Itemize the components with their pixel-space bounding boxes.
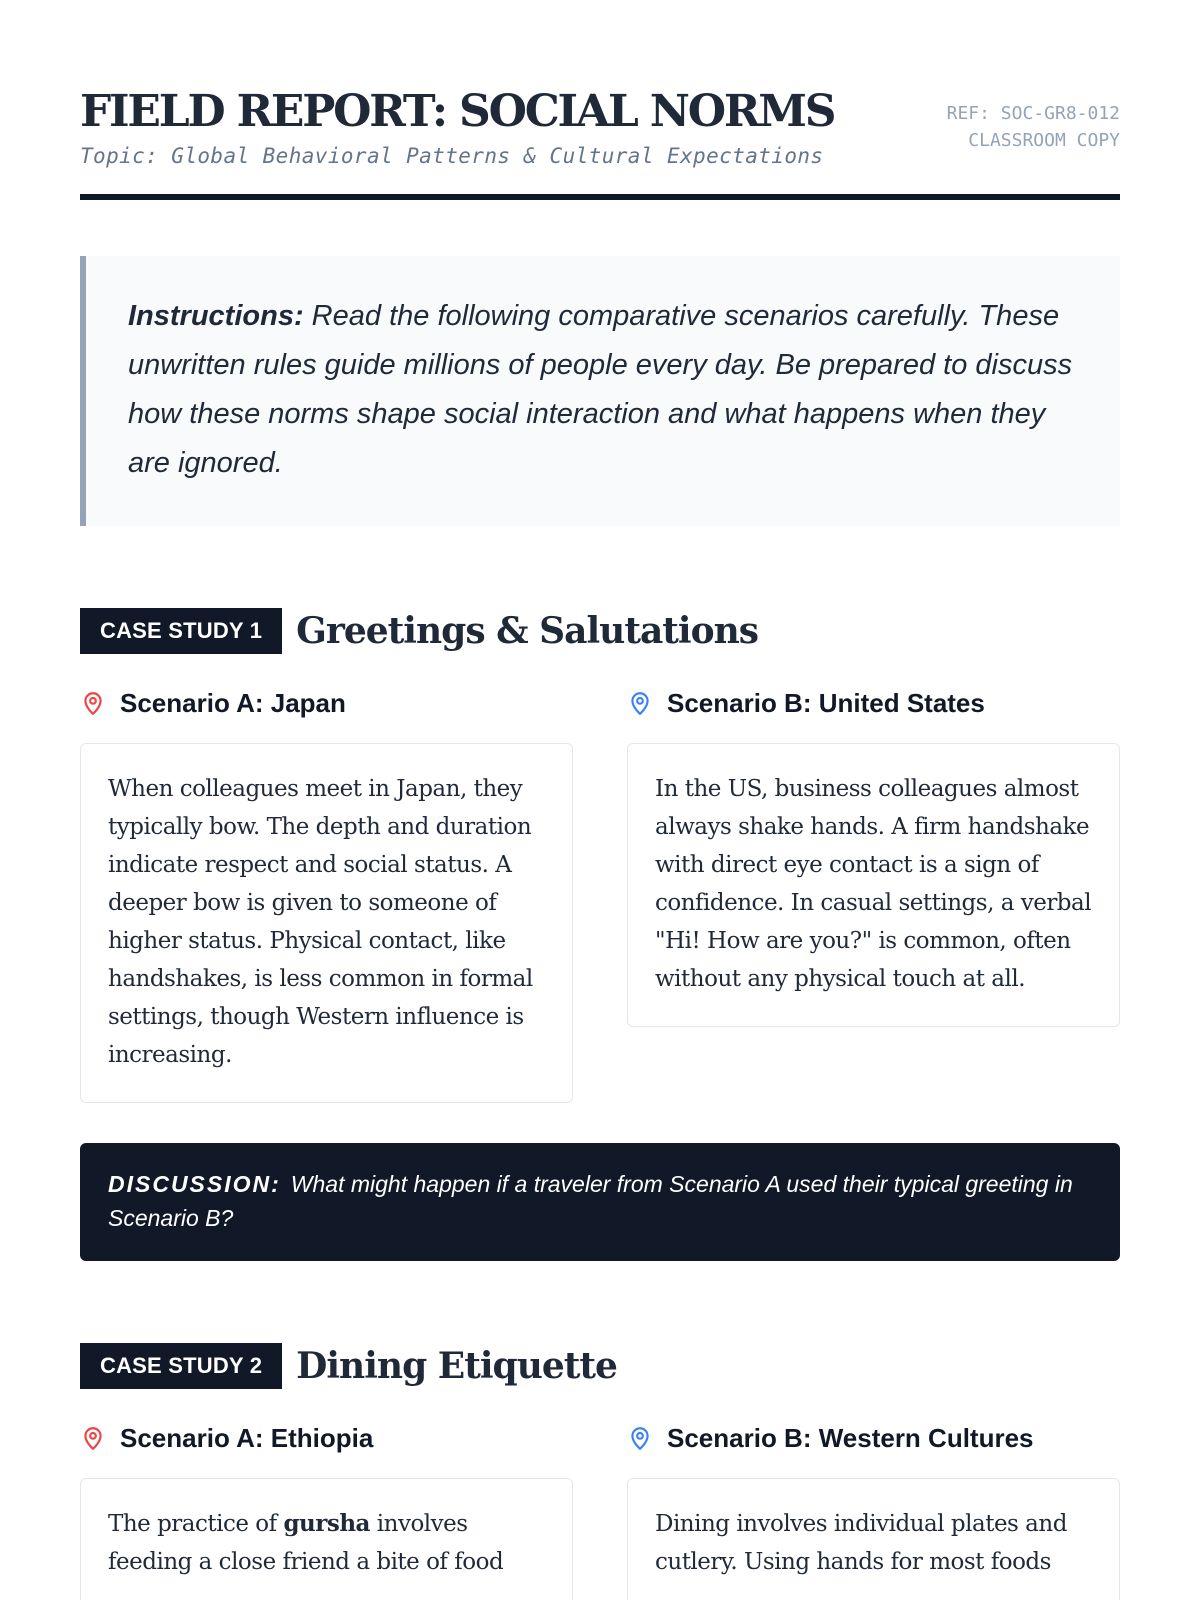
scenario-title: Scenario B: Western Cultures [667, 1422, 1034, 1453]
scenario-text-before: The practice of [108, 1511, 284, 1537]
reference-code: REF: SOC-GR8-012 [946, 103, 1120, 124]
scenario-text: Dining involves individual plates and cutlery. Using hands for most foods [655, 1511, 1067, 1575]
report-header [80, 84, 1120, 200]
case-study-1 [80, 608, 1120, 1261]
discussion-label: DISCUSSION: [108, 1171, 281, 1197]
scenario-b [627, 688, 1120, 1027]
instructions-label: Instructions: [128, 300, 304, 332]
case-badge: CASE STUDY 1 [80, 608, 282, 654]
map-pin-icon [627, 690, 653, 716]
scenario-text: When colleagues meet in Japan, they typically bow. The depth and duration indicate respect and social status. A deeper bow is given to someone of higher status. Physical contact, like handshakes, is less common in formal settings, though Western influence is increasing. [108, 776, 533, 1068]
scenario-card [627, 743, 1120, 1027]
discussion-box [80, 1143, 1120, 1261]
case-heading [80, 1343, 1120, 1389]
case-title: Greetings & Salutations [296, 610, 759, 652]
discussion-text: What might happen if a traveler from Scenario A used their typical greeting in Scenario B? [108, 1171, 1073, 1231]
scenario-columns [80, 1423, 1120, 1600]
page-title: FIELD REPORT: SOCIAL NORMS [80, 86, 835, 137]
scenario-a [80, 1423, 573, 1600]
scenario-title: Scenario B: United States [667, 687, 985, 718]
map-pin-icon [627, 1425, 653, 1451]
scenario-term: gursha [283, 1510, 370, 1537]
map-pin-icon [80, 690, 106, 716]
case-heading [80, 608, 1120, 654]
case-study-2 [80, 1343, 1120, 1600]
copy-label: CLASSROOM COPY [968, 130, 1120, 151]
scenario-card [627, 1478, 1120, 1600]
scenario-card [80, 1478, 573, 1600]
scenario-text-after: involves feeding a close friend a bite of food [108, 1511, 504, 1575]
scenario-card [80, 743, 573, 1103]
scenario-heading [80, 1423, 573, 1453]
scenario-a [80, 688, 573, 1103]
scenario-title: Scenario A: Japan [120, 687, 346, 718]
reference-block [947, 84, 1120, 154]
scenario-columns [80, 688, 1120, 1103]
case-badge: CASE STUDY 2 [80, 1343, 282, 1389]
instructions-box [80, 256, 1120, 526]
scenario-heading [627, 1423, 1120, 1453]
scenario-title: Scenario A: Ethiopia [120, 1422, 374, 1453]
instructions-text: Read the following comparative scenarios carefully. These unwritten rules guide millions of people every day. Be prepared to discuss how these norms shape social interaction and what happens when they are ignored. [128, 300, 1073, 479]
scenario-heading [80, 688, 573, 718]
map-pin-icon [80, 1425, 106, 1451]
scenario-text: In the US, business colleagues almost always shake hands. A firm handshake with direct eye contact is a sign of confidence. In casual settings, a verbal "Hi! How are you?" is common, often without any physical touch at all. [655, 776, 1092, 992]
title-block [80, 84, 834, 168]
report-topic: Topic: Global Behavioral Patterns & Cultural Expectations [80, 144, 824, 168]
scenario-heading [627, 688, 1120, 718]
case-title: Dining Etiquette [296, 1345, 617, 1387]
scenario-b [627, 1423, 1120, 1600]
